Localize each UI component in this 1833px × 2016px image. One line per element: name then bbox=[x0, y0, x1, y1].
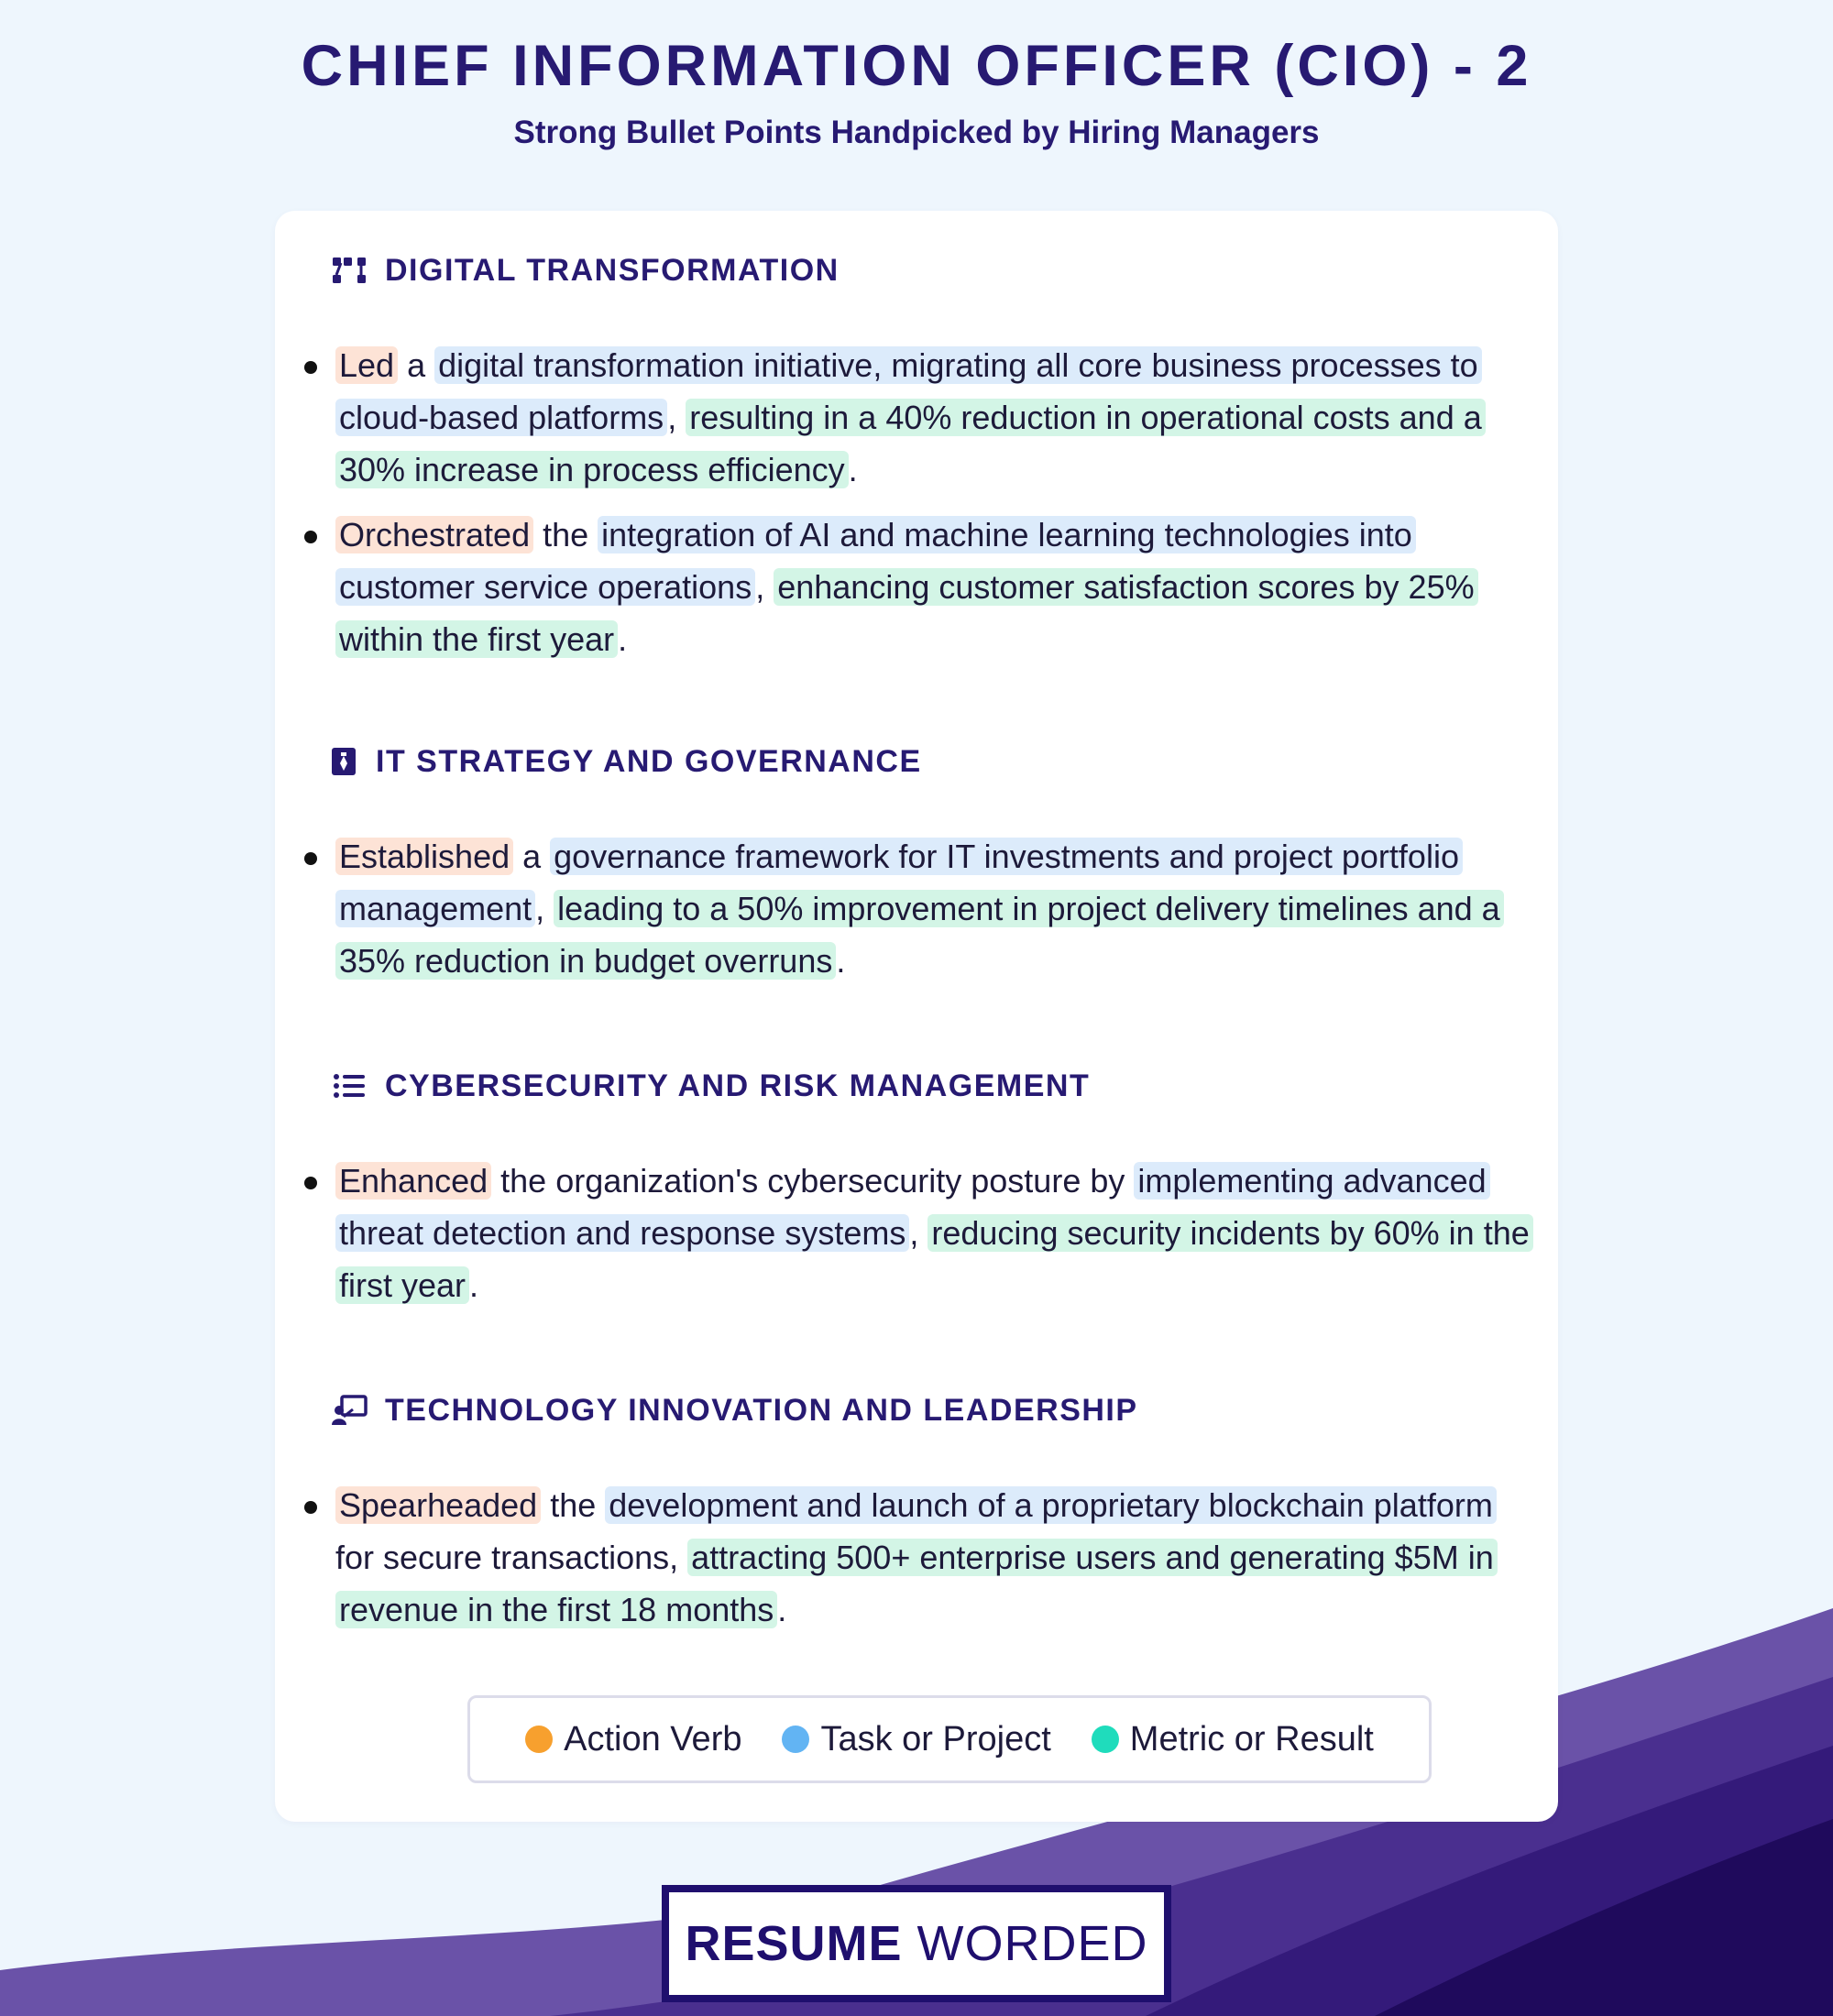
bullet-item bbox=[302, 509, 1531, 665]
metric-highlight: enhancing customer satisfaction scores by 25% within the first year bbox=[335, 568, 1478, 658]
strategy-icon bbox=[330, 742, 357, 781]
bullet-text: . bbox=[777, 1591, 787, 1628]
resume-worded-logo[interactable] bbox=[662, 1885, 1171, 2002]
metric-highlight: leading to a 50% improvement in project delivery timelines and a 35% reduction in budget overruns bbox=[335, 890, 1504, 980]
bullet-points-card bbox=[275, 211, 1558, 1822]
bullet-text: a bbox=[513, 838, 551, 875]
bullet-text: , bbox=[909, 1214, 928, 1252]
section-heading-digital-transformation: DIGITAL TRANSFORMATION bbox=[330, 251, 840, 290]
bullet-item bbox=[302, 830, 1531, 987]
task-highlight: governance framework for IT investments and project portfolio management bbox=[335, 838, 1463, 927]
bullet-text: , bbox=[755, 568, 774, 606]
action-verb-highlight: Established bbox=[335, 838, 513, 875]
presenter-icon bbox=[330, 1391, 368, 1430]
bullet-text: the bbox=[541, 1486, 606, 1524]
list-icon bbox=[330, 1067, 368, 1105]
logo-light-text: WORDED bbox=[916, 1916, 1148, 1971]
metric-highlight: attracting 500+ enterprise users and generating $5M in revenue in the first 18 months bbox=[335, 1539, 1498, 1628]
legend-dot-green bbox=[1092, 1726, 1119, 1753]
action-verb-highlight: Spearheaded bbox=[335, 1486, 541, 1524]
bullet-text: . bbox=[469, 1266, 479, 1304]
bullet-text: the bbox=[533, 516, 598, 553]
bullet-text: , bbox=[535, 890, 554, 927]
bullet-item bbox=[302, 1479, 1531, 1636]
bullet-text: . bbox=[618, 620, 628, 658]
page-subtitle: Strong Bullet Points Handpicked by Hiring Managers bbox=[513, 115, 1320, 150]
bullet-text: , bbox=[667, 399, 686, 436]
action-verb-highlight: Orchestrated bbox=[335, 516, 533, 553]
legend-item-task-or-project: Task or Project bbox=[782, 1720, 1050, 1759]
metric-highlight: reducing security incidents by 60% in the first year bbox=[335, 1214, 1533, 1304]
legend-item-action-verb: Action Verb bbox=[525, 1720, 741, 1759]
bullet-text: the organization's cybersecurity posture by bbox=[491, 1162, 1135, 1200]
bullet-text: for secure transactions, bbox=[335, 1539, 688, 1576]
section-heading-technology-innovation: TECHNOLOGY INNOVATION AND LEADERSHIP bbox=[330, 1391, 1138, 1430]
legend-dot-blue bbox=[782, 1726, 809, 1753]
bullet-text: a bbox=[398, 346, 435, 384]
bullet-item bbox=[302, 339, 1531, 496]
logo-bold-text: RESUME bbox=[685, 1916, 903, 1971]
bullet-list-it-strategy bbox=[302, 830, 1531, 1000]
bullet-item bbox=[302, 1155, 1531, 1311]
legend-dot-orange bbox=[525, 1726, 553, 1753]
bullet-list-cybersecurity bbox=[302, 1155, 1531, 1324]
bullet-text: . bbox=[836, 942, 846, 980]
section-heading-cybersecurity: CYBERSECURITY AND RISK MANAGEMENT bbox=[330, 1067, 1090, 1105]
metric-highlight: resulting in a 40% reduction in operational costs and a 30% increase in process efficiency bbox=[335, 399, 1486, 488]
task-highlight: implementing advanced threat detection and response systems bbox=[335, 1162, 1490, 1252]
task-highlight: digital transformation initiative, migrating all core business processes to cloud-based platforms bbox=[335, 346, 1482, 436]
transformation-icon bbox=[330, 251, 368, 290]
section-heading-it-strategy: IT STRATEGY AND GOVERNANCE bbox=[330, 742, 922, 781]
bullet-text: . bbox=[848, 451, 858, 488]
bullet-list-digital-transformation bbox=[302, 339, 1531, 678]
action-verb-highlight: Enhanced bbox=[335, 1162, 491, 1200]
bullet-list-technology-innovation bbox=[302, 1479, 1531, 1649]
action-verb-highlight: Led bbox=[335, 346, 398, 384]
task-highlight: integration of AI and machine learning technologies into customer service operations bbox=[335, 516, 1416, 606]
task-highlight: development and launch of a proprietary blockchain platform bbox=[605, 1486, 1497, 1524]
highlight-legend bbox=[467, 1695, 1432, 1783]
page-title: CHIEF INFORMATION OFFICER (CIO) - 2 bbox=[301, 34, 1532, 98]
legend-item-metric-or-result: Metric or Result bbox=[1092, 1720, 1374, 1759]
